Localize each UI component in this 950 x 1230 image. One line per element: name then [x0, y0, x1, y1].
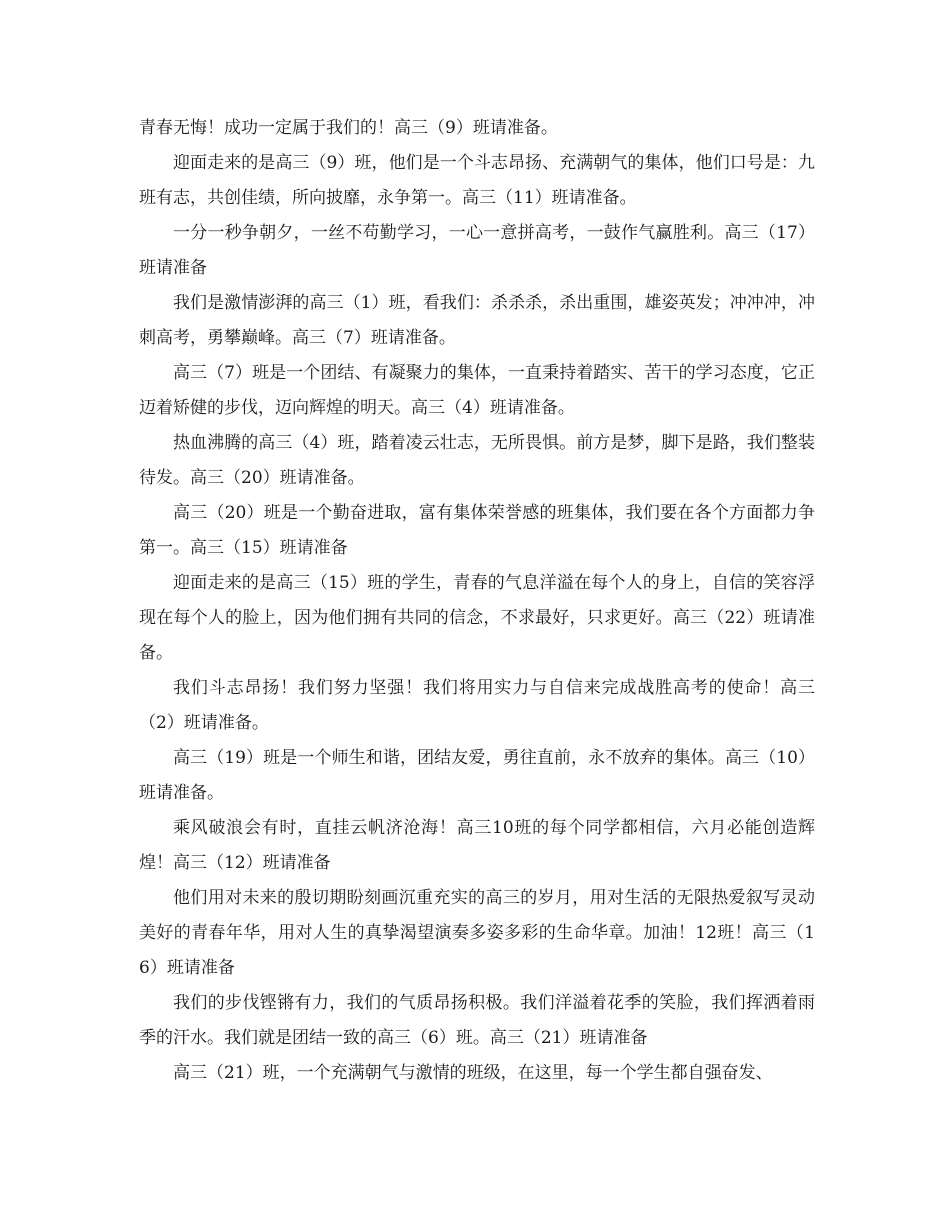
- paragraph: 青春无悔！成功一定属于我们的！高三（9）班请准备。: [139, 118, 558, 138]
- document-body: [139, 111, 815, 1091]
- paragraph: 乘风破浪会有时，直挂云帆济沧海！高三10班的每个同学都相信，六月必能创造辉煌！高三（12）班请准备: [139, 818, 815, 873]
- paragraph: 热血沸腾的高三（4）班，踏着凌云壮志，无所畏惧。前方是梦，脚下是路，我们整装待发。高三（20）班请准备。: [139, 433, 815, 488]
- paragraph: 高三（7）班是一个团结、有凝聚力的集体，一直秉持着踏实、苦干的学习态度，它正迈着矫健的步伐，迈向辉煌的明天。高三（4）班请准备。: [139, 363, 815, 418]
- paragraph: 我们的步伐铿锵有力，我们的气质昂扬积极。我们洋溢着花季的笑脸，我们挥洒着雨季的汗水。我们就是团结一致的高三（6）班。高三（21）班请准备: [139, 993, 815, 1048]
- paragraph: 高三（21）班，一个充满朝气与激情的班级，在这里，每一个学生都自强奋发、: [173, 1063, 773, 1083]
- paragraph: 迎面走来的是高三（9）班，他们是一个斗志昂扬、充满朝气的集体，他们口号是：九班有志，共创佳绩，所向披靡，永争第一。高三（11）班请准备。: [139, 153, 815, 208]
- paragraph: 他们用对未来的殷切期盼刻画沉重充实的高三的岁月，用对生活的无限热爱叙写灵动美好的青春年华，用对人生的真挚渴望演奏多姿多彩的生命华章。加油！12班！高三（16）班请准备: [139, 888, 815, 978]
- paragraph: 我们是激情澎湃的高三（1）班，看我们：杀杀杀，杀出重围，雄姿英发；冲冲冲，冲刺高考，勇攀巅峰。高三（7）班请准备。: [139, 293, 815, 348]
- paragraph: 我们斗志昂扬！我们努力坚强！我们将用实力与自信来完成战胜高考的使命！高三（2）班请准备。: [139, 678, 815, 733]
- paragraph: 一分一秒争朝夕，一丝不苟勤学习，一心一意拼高考，一鼓作气赢胜利。高三（17）班请准备: [139, 223, 815, 278]
- paragraph: 高三（20）班是一个勤奋进取，富有集体荣誉感的班集体，我们要在各个方面都力争第一。高三（15）班请准备: [139, 503, 815, 558]
- paragraph: 迎面走来的是高三（15）班的学生，青春的气息洋溢在每个人的身上，自信的笑容浮现在每个人的脸上，因为他们拥有共同的信念，不求最好，只求更好。高三（22）班请准备。: [139, 573, 815, 663]
- paragraph: 高三（19）班是一个师生和谐，团结友爱，勇往直前，永不放弃的集体。高三（10）班请准备。: [139, 748, 815, 803]
